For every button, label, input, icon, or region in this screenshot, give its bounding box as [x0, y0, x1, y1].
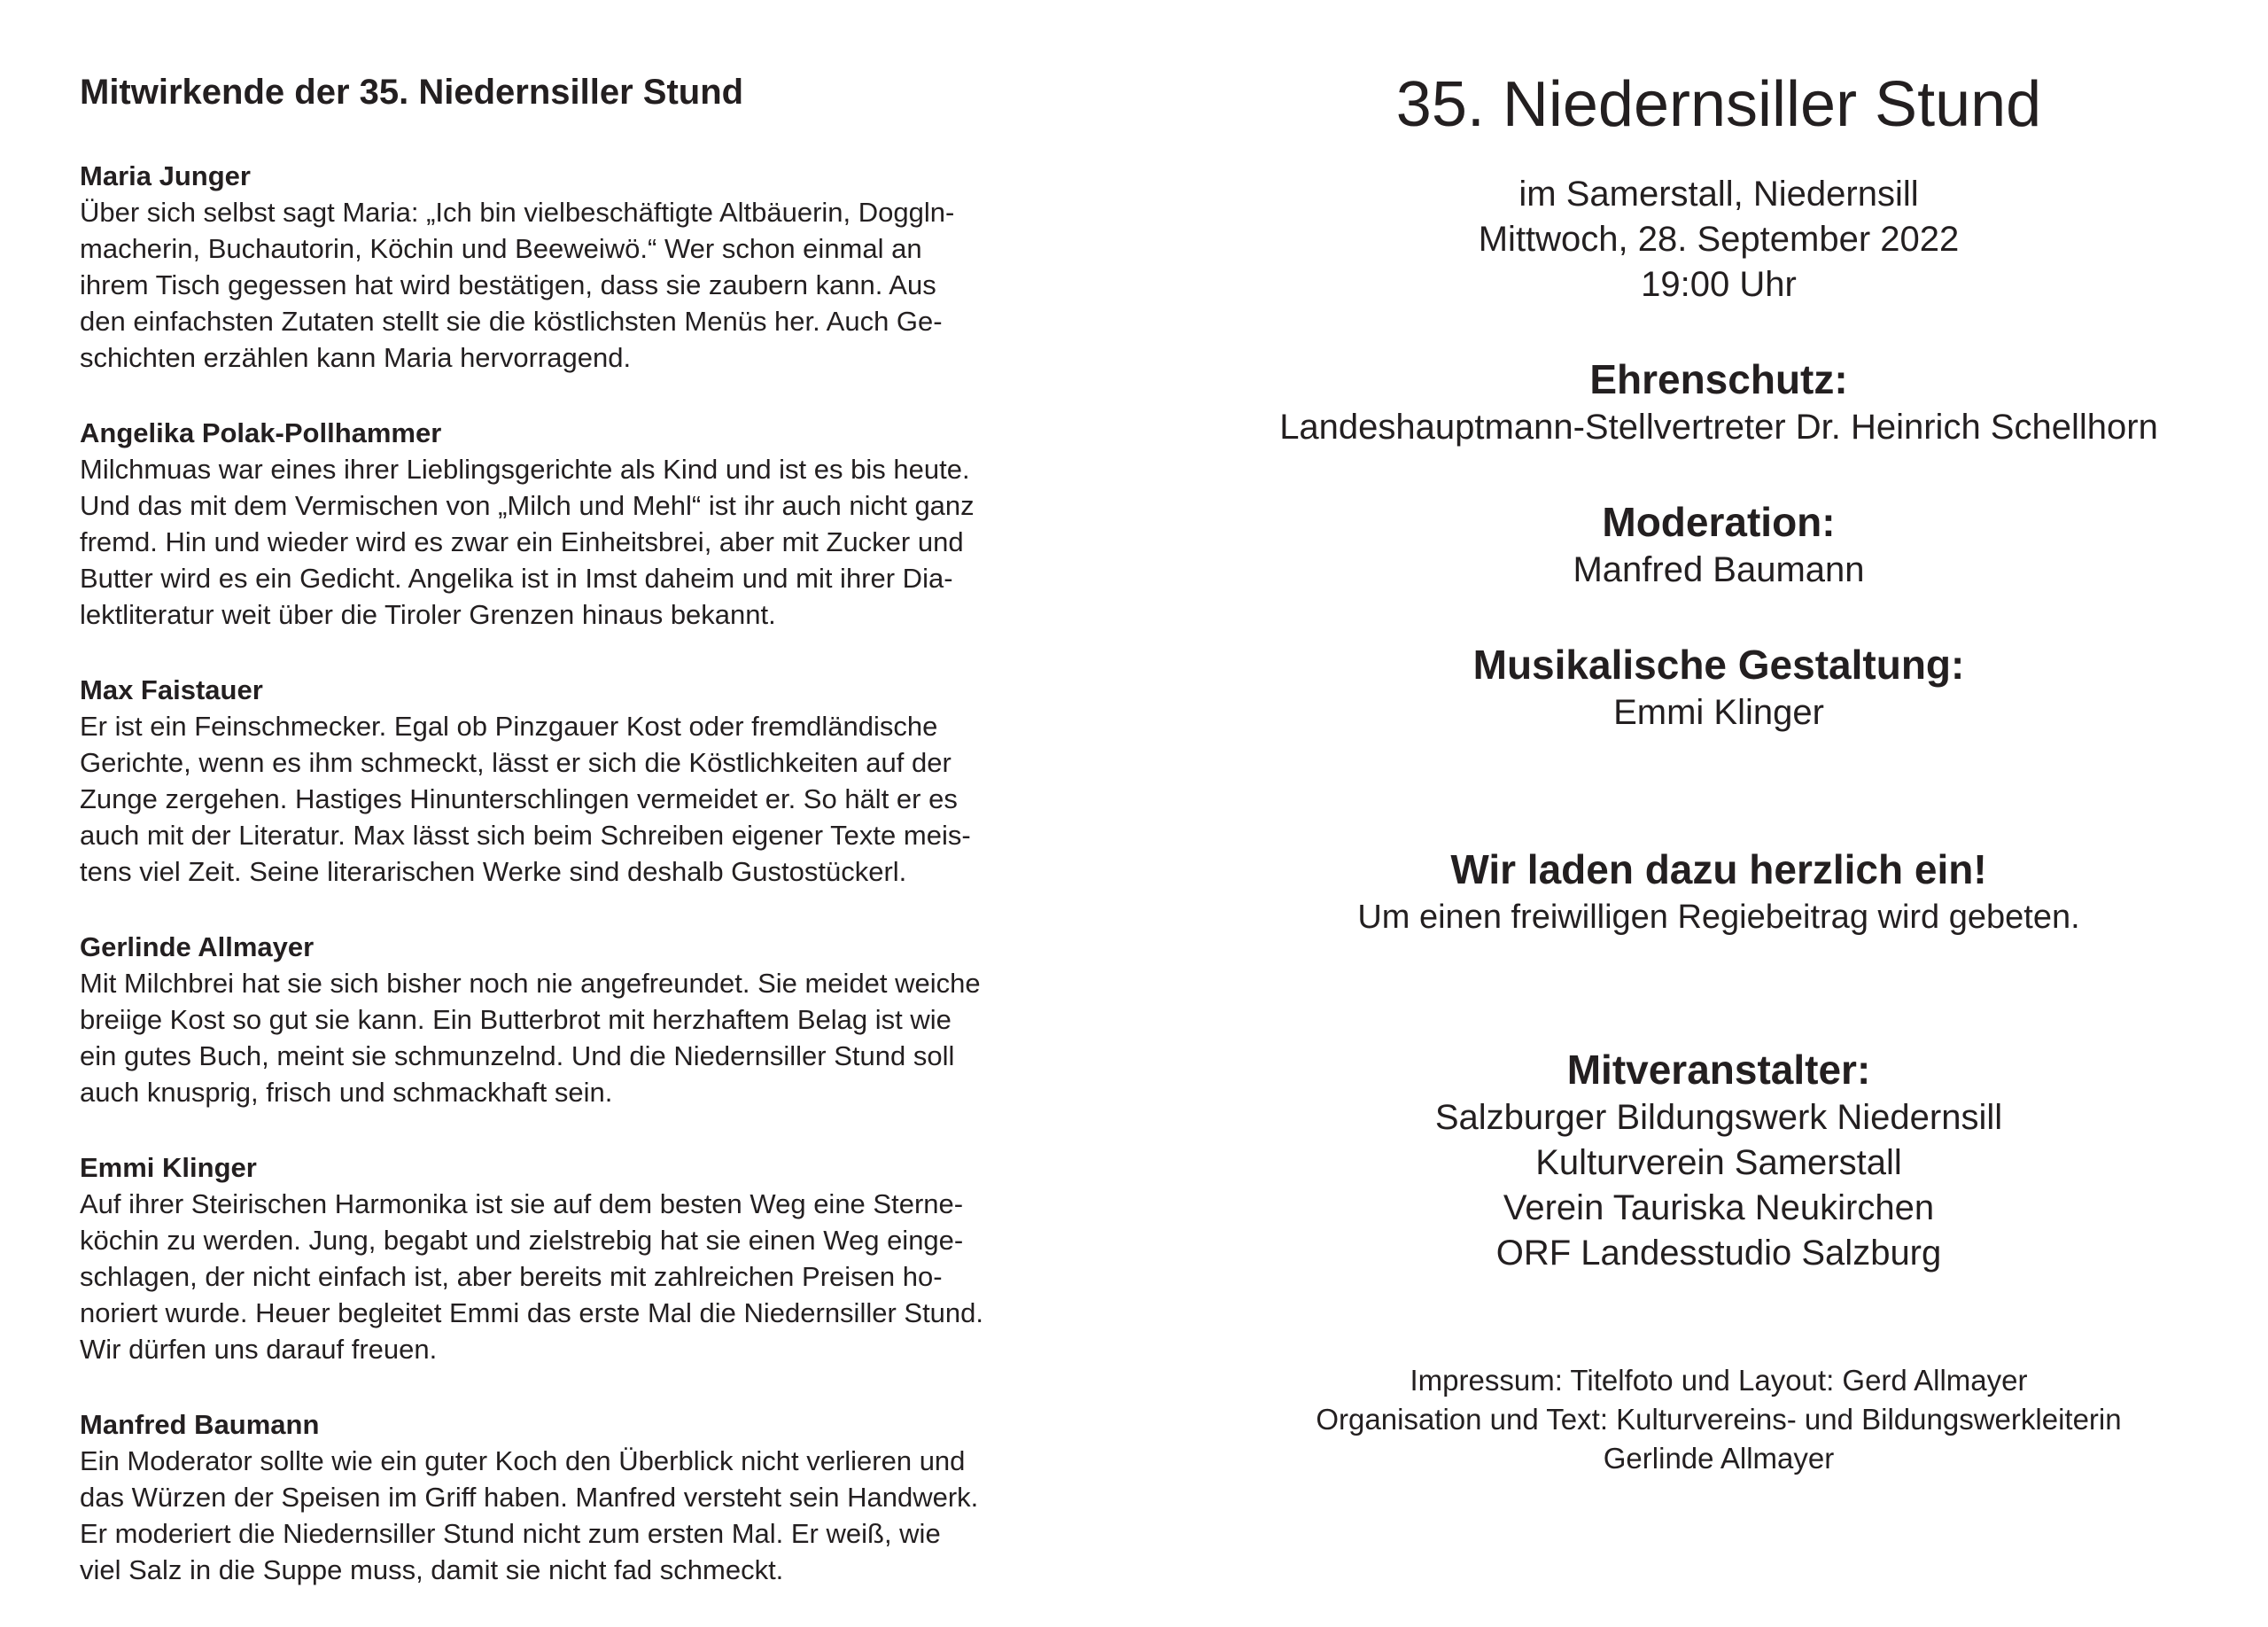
- ehrenschutz-heading: Ehrenschutz:: [1589, 356, 1848, 402]
- moderation-heading: Moderation:: [1602, 499, 1836, 545]
- bio-text-line: Butter wird es ein Gedicht. Angelika ist in Imst daheim und mit ihrer Dia-: [80, 563, 953, 594]
- bio-text-line: Wir dürfen uns darauf freuen.: [80, 1334, 438, 1365]
- bio-text-line: Und das mit dem Vermischen von „Milch und Mehl“ ist ihr auch nicht ganz: [80, 490, 975, 521]
- event-column: [1223, 58, 2215, 1478]
- bio-text-line: köchin zu werden. Jung, begabt und zielstrebig hat sie einen Weg einge-: [80, 1225, 964, 1256]
- ehrenschutz-section: [1223, 354, 2215, 450]
- bio-text-line: schlagen, der nicht einfach ist, aber bereits mit zahlreichen Preisen ho-: [80, 1261, 943, 1292]
- bio-name: Manfred Baumann: [80, 1409, 320, 1440]
- bio-name: Maria Junger: [80, 160, 251, 191]
- bio-text-line: das Würzen der Speisen im Griff haben. Manfred versteht sein Handwerk.: [80, 1482, 979, 1513]
- co-organizer-item: Kulturverein Samerstall: [1535, 1143, 1902, 1182]
- event-time: 19:00 Uhr: [1641, 265, 1797, 304]
- bio-text-line: auch mit der Literatur. Max lässt sich beim Schreiben eigener Texte meis-: [80, 820, 971, 851]
- invitation-heading: Wir laden dazu herzlich ein!: [1450, 846, 1987, 892]
- bio-max-faistauer: [80, 672, 1090, 890]
- bio-text-line: fremd. Hin und wieder wird es zwar ein Einheitsbrei, aber mit Zucker und: [80, 526, 964, 557]
- moderation-section: [1223, 496, 2215, 593]
- event-date: Mittwoch, 28. September 2022: [1478, 220, 1960, 259]
- music-section: [1223, 639, 2215, 736]
- bio-name: Angelika Polak-Pollhammer: [80, 417, 442, 448]
- co-organizers-section: [1223, 1044, 2215, 1276]
- bio-angelika-polak-pollhammer: [80, 415, 1090, 633]
- bio-text-line: auch knusprig, frisch und schmackhaft sein.: [80, 1077, 613, 1108]
- bio-text-line: lektliteratur weit über die Tiroler Grenzen hinaus bekannt.: [80, 599, 776, 630]
- ehrenschutz-text: Landeshauptmann-Stellvertreter Dr. Heinrich Schellhorn: [1279, 408, 2158, 447]
- bio-name: Max Faistauer: [80, 674, 263, 705]
- bio-manfred-baumann: [80, 1406, 1090, 1588]
- bio-text-line: Er ist ein Feinschmecker. Egal ob Pinzgauer Kost oder fremdländische: [80, 711, 938, 742]
- bio-text-line: Zunge zergehen. Hastiges Hinunterschlingen vermeidet er. So hält er es: [80, 783, 958, 814]
- bio-gerlinde-allmayer: [80, 929, 1090, 1110]
- bio-text-line: viel Salz in die Suppe muss, damit sie nicht fad schmeckt.: [80, 1554, 784, 1585]
- co-organizers-heading: Mitveranstalter:: [1566, 1047, 1871, 1093]
- moderation-text: Manfred Baumann: [1573, 550, 1865, 589]
- event-venue: im Samerstall, Niedernsill: [1518, 175, 1919, 214]
- music-heading: Musikalische Gestaltung:: [1472, 642, 1965, 688]
- bio-text-line: Milchmuas war eines ihrer Lieblingsgerichte als Kind und ist es bis heute.: [80, 454, 970, 485]
- event-title: 35. Niedernsiller Stund: [1395, 69, 2042, 140]
- bio-text-line: Ein Moderator sollte wie ein guter Koch den Überblick nicht verlieren und: [80, 1445, 966, 1476]
- bio-text-line: macherin, Buchautorin, Köchin und Beeweiwö.“ Wer schon einmal an: [80, 233, 922, 264]
- co-organizer-item: Salzburger Bildungswerk Niedernsill: [1434, 1098, 2003, 1137]
- bio-text-line: Er moderiert die Niedernsiller Stund nicht zum ersten Mal. Er weiß, wie: [80, 1518, 941, 1549]
- co-organizer-item: ORF Landesstudio Salzburg: [1495, 1234, 1942, 1273]
- bio-text-line: den einfachsten Zutaten stellt sie die köstlichsten Menüs her. Auch Ge-: [80, 306, 943, 337]
- bio-text-line: Mit Milchbrei hat sie sich bisher noch nie angefreundet. Sie meidet weiche: [80, 968, 981, 999]
- participants-column: [80, 66, 1090, 1627]
- bio-text-line: Auf ihrer Steirischen Harmonika ist sie auf dem besten Weg eine Sterne-: [80, 1188, 964, 1219]
- bio-text-line: Gerichte, wenn es ihm schmeckt, lässt er sich die Köstlichkeiten auf der: [80, 747, 951, 778]
- bio-text-line: ihrem Tisch gegessen hat wird bestätigen, dass sie zaubern kann. Aus: [80, 269, 936, 300]
- bio-text-line: breiige Kost so gut sie kann. Ein Butterbrot mit herzhaftem Belag ist wie: [80, 1004, 951, 1035]
- bio-text-line: ein gutes Buch, meint sie schmunzelnd. Und die Niedernsiller Stund soll: [80, 1040, 955, 1071]
- invitation-text: Um einen freiwilligen Regiebeitrag wird gebeten.: [1357, 899, 2080, 936]
- impressum-line: Gerlinde Allmayer: [1603, 1442, 1835, 1475]
- bio-emmi-klinger: [80, 1149, 1090, 1367]
- impressum-line: Impressum: Titelfoto und Layout: Gerd Allmayer: [1410, 1364, 2028, 1397]
- participants-heading: Mitwirkende der 35. Niedernsiller Stund: [80, 73, 744, 112]
- bio-name: Gerlinde Allmayer: [80, 931, 315, 962]
- music-text: Emmi Klinger: [1613, 693, 1824, 732]
- bio-name: Emmi Klinger: [80, 1152, 257, 1183]
- bio-text-line: tens viel Zeit. Seine literarischen Werke sind deshalb Gustostückerl.: [80, 856, 907, 887]
- bio-text-line: schichten erzählen kann Maria hervorragend.: [80, 342, 632, 373]
- bio-text-line: noriert wurde. Heuer begleitet Emmi das erste Mal die Niedernsiller Stund.: [80, 1297, 984, 1328]
- bio-text-line: Über sich selbst sagt Maria: „Ich bin vielbeschäftigte Altbäuerin, Doggln-: [80, 197, 955, 228]
- event-details: [1223, 172, 2215, 307]
- impressum: [1223, 1361, 2215, 1478]
- impressum-line: Organisation und Text: Kulturvereins- und Bildungswerkleiterin: [1316, 1403, 2122, 1436]
- invitation-section: [1223, 844, 2215, 939]
- bio-maria-junger: [80, 158, 1090, 376]
- co-organizer-item: Verein Tauriska Neukirchen: [1503, 1188, 1935, 1227]
